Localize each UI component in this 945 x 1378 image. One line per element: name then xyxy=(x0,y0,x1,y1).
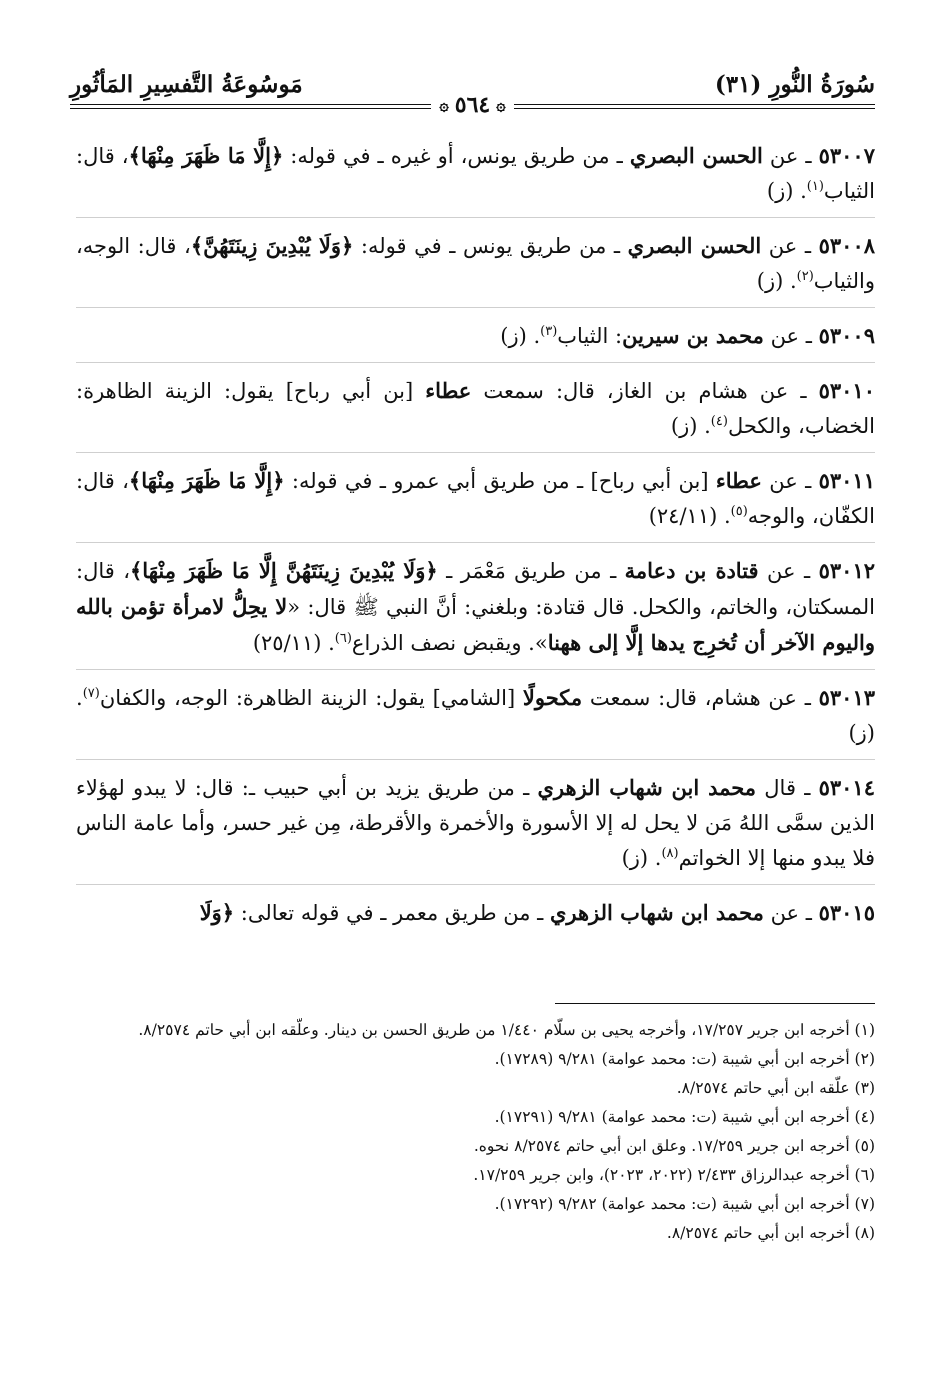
narrator-name: محمد ابن شهاب الزهري xyxy=(537,775,757,800)
footnote-marker: (٥) xyxy=(730,504,748,519)
entry-text: ـ من طريق يونس ـ في قوله: xyxy=(353,234,628,258)
entry-text: . (٢٤/١١) xyxy=(648,504,731,528)
footnote-marker: (٢) xyxy=(796,269,814,284)
footnote-marker: (٤) xyxy=(710,414,728,429)
narrator-name: عطاء xyxy=(425,378,472,403)
narrator-name: محمد بن سيرين xyxy=(622,323,764,348)
entry-text: ـ عن xyxy=(758,559,819,583)
narrator-name: قتادة بن دعامة xyxy=(624,558,759,583)
entry-text: : الثياب xyxy=(557,324,623,348)
narrator-name: لا يحِلُّ لامرأة تؤمن بالله واليوم الآخر أن تُخرِج يدها إلَّا إلى ههنا xyxy=(76,594,875,655)
narration-entry xyxy=(76,138,875,218)
entry-text: ، قال: الكفّان، والوجه xyxy=(76,469,875,528)
quran-quote: ﴿وَلَا يُبْدِينَ زِينَتَهُنَّ إِلَّا مَا ظَهَرَ مِنْهَا﴾ xyxy=(130,558,438,583)
book-title: مَوسُوعَةُ التَّفسِيرِ المَأثُورِ xyxy=(70,70,303,98)
entries-list xyxy=(76,138,875,949)
entry-text: ـ عن xyxy=(762,144,819,168)
quran-quote: ﴿وَلَا يُبْدِينَ زِينَتَهُنَّ﴾ xyxy=(190,233,354,258)
quran-quote: ﴿إِلَّا مَا ظَهَرَ مِنْهَا﴾ xyxy=(128,143,284,168)
entry-text: ، قال: المسكتان، والخاتم، والكحل. قال قتادة: وبلغني: أنَّ النبي ﷺ قال: « xyxy=(76,559,875,619)
footnote-marker: (٦) xyxy=(334,631,352,646)
entry-text: ، قال: الثياب xyxy=(76,144,875,203)
entry-text: ـ عن هشام بن الغاز، قال: سمعت xyxy=(471,379,819,403)
entry-text: ـ من طريق معمر ـ في قوله تعالى: xyxy=(234,901,550,925)
narrator-name: مكحولًا xyxy=(522,685,583,710)
entry-text: ـ قال xyxy=(756,776,819,800)
page-number: ٥٦٤ xyxy=(454,92,491,118)
entry-text: ـ عن xyxy=(761,469,819,493)
entry-text: . (ز) xyxy=(76,686,875,745)
footnote-separator xyxy=(555,1003,875,1004)
footnote: (٧) أخرجه ابن أبي شيبة (ت: محمد عوامة) ٩/٢٨٢ (١٧٢٩٢). xyxy=(494,1195,875,1213)
footnote: (١) أخرجه ابن جرير ١٧/٢٥٧، وأخرجه يحيى بن سلّام ١/٤٤٠ من طريق الحسن بن دينار. وعلّقه ابن أبي حاتم ٨/٢٥٧٤. xyxy=(138,1021,875,1039)
narration-entry xyxy=(76,373,875,453)
narration-entry xyxy=(76,318,875,363)
footnote-marker: (١) xyxy=(806,179,824,194)
entry-number: ٥٣٠١٠ xyxy=(818,378,875,403)
narrator-name: الحسن البصري xyxy=(629,143,763,168)
quran-quote: ﴿وَلَا xyxy=(199,900,235,925)
narration-entry xyxy=(76,770,875,885)
footnote: (٢) أخرجه ابن أبي شيبة (ت: محمد عوامة) ٩/٢٨١ (١٧٢٨٩). xyxy=(494,1050,875,1068)
entry-text: ـ عن xyxy=(763,324,819,348)
entry-text: . (ز) xyxy=(766,179,807,203)
entry-text: ـ عن هشام، قال: سمعت xyxy=(582,686,819,710)
entry-text: ـ من طريق يونس، أو غيره ـ في قوله: xyxy=(283,144,630,168)
entry-number: ٥٣٠١٣ xyxy=(818,685,876,710)
footnote-marker: (٣) xyxy=(540,324,558,339)
entry-text: ». ويقبض نصف الذراع xyxy=(351,631,548,655)
narration-entry xyxy=(76,553,875,670)
entry-text: . (٢٥/١١) xyxy=(252,631,335,655)
entry-text: . (ز) xyxy=(670,414,711,438)
footnote-marker: (٧) xyxy=(82,686,100,701)
entry-number: ٥٣٠١٢ xyxy=(818,558,876,583)
quran-quote: ﴿إِلَّا مَا ظَهَرَ مِنْهَا﴾ xyxy=(128,468,285,493)
footnote: (٤) أخرجه ابن أبي شيبة (ت: محمد عوامة) ٩/٢٨١ (١٧٢٩١). xyxy=(494,1108,875,1126)
footnote: (٣) علّقه ابن أبي حاتم ٨/٢٥٧٤. xyxy=(676,1079,875,1097)
narrator-name: محمد ابن شهاب الزهري xyxy=(549,900,764,925)
entry-number: ٥٣٠١٥ xyxy=(818,900,875,925)
entry-number: ٥٣٠٠٨ xyxy=(818,233,876,258)
entry-text: ـ من طريق مَعْمَر ـ xyxy=(437,559,625,583)
narrator-name: عطاء xyxy=(715,468,762,493)
entry-text: ـ من طريق يزيد بن أبي حبيب ـ: قال: لا يبدو لهؤلاء الذين سمَّى اللهُ مَن لا يحل له إلا الأسورة والأخمرة والأقرطة، مِن غير حسر، وأما عامة الناس فلا يبدو منها إلا الخواتم xyxy=(76,776,875,870)
footnote-marker: (٨) xyxy=(661,846,679,861)
narration-entry xyxy=(76,228,875,308)
entry-number: ٥٣٠١٤ xyxy=(818,775,875,800)
ornament-icon: ۞ xyxy=(439,95,449,114)
footnote: (٨) أخرجه ابن أبي حاتم ٨/٢٥٧٤. xyxy=(666,1224,875,1242)
entry-text: . (ز) xyxy=(621,846,662,870)
footnote: (٥) أخرجه ابن جرير ١٧/٢٥٩. وعلق ابن أبي حاتم ٨/٢٥٧٤ نحوه. xyxy=(473,1137,875,1155)
narration-entry xyxy=(76,463,875,543)
entry-text: ، قال: الوجه، والثياب xyxy=(76,234,875,293)
entry-text: . (ز) xyxy=(500,324,541,348)
entry-text: [بن أبي رباح] ـ من طريق أبي عمرو ـ في قوله: xyxy=(284,469,716,493)
footnote: (٦) أخرجه عبدالرزاق ٢/٤٣٣ (٢٠٢٢، ٢٠٢٣)، وابن جرير ١٧/٢٥٩. xyxy=(473,1166,875,1184)
entry-text: ـ عن xyxy=(763,901,819,925)
surah-label: سُورَةُ النُّورِ (٣١) xyxy=(714,70,875,98)
narration-entry xyxy=(76,895,875,939)
page-number-block xyxy=(0,92,945,118)
footnotes-list xyxy=(76,1016,875,1248)
ornament-icon: ۞ xyxy=(496,95,506,114)
entry-number: ٥٣٠٠٧ xyxy=(818,143,875,168)
entry-number: ٥٣٠٠٩ xyxy=(818,323,875,348)
entry-number: ٥٣٠١١ xyxy=(818,468,875,493)
entry-text: ـ عن xyxy=(761,234,819,258)
narrator-name: الحسن البصري xyxy=(627,233,762,258)
narration-entry xyxy=(76,680,875,760)
entry-text: . (ز) xyxy=(756,269,797,293)
entry-text: [الشامي] يقول: الزينة الظاهرة: الوجه، والكفان xyxy=(99,686,523,710)
entry-text: [بن أبي رباح] يقول: الزينة الظاهرة: الخضاب، والكحل xyxy=(76,379,875,438)
